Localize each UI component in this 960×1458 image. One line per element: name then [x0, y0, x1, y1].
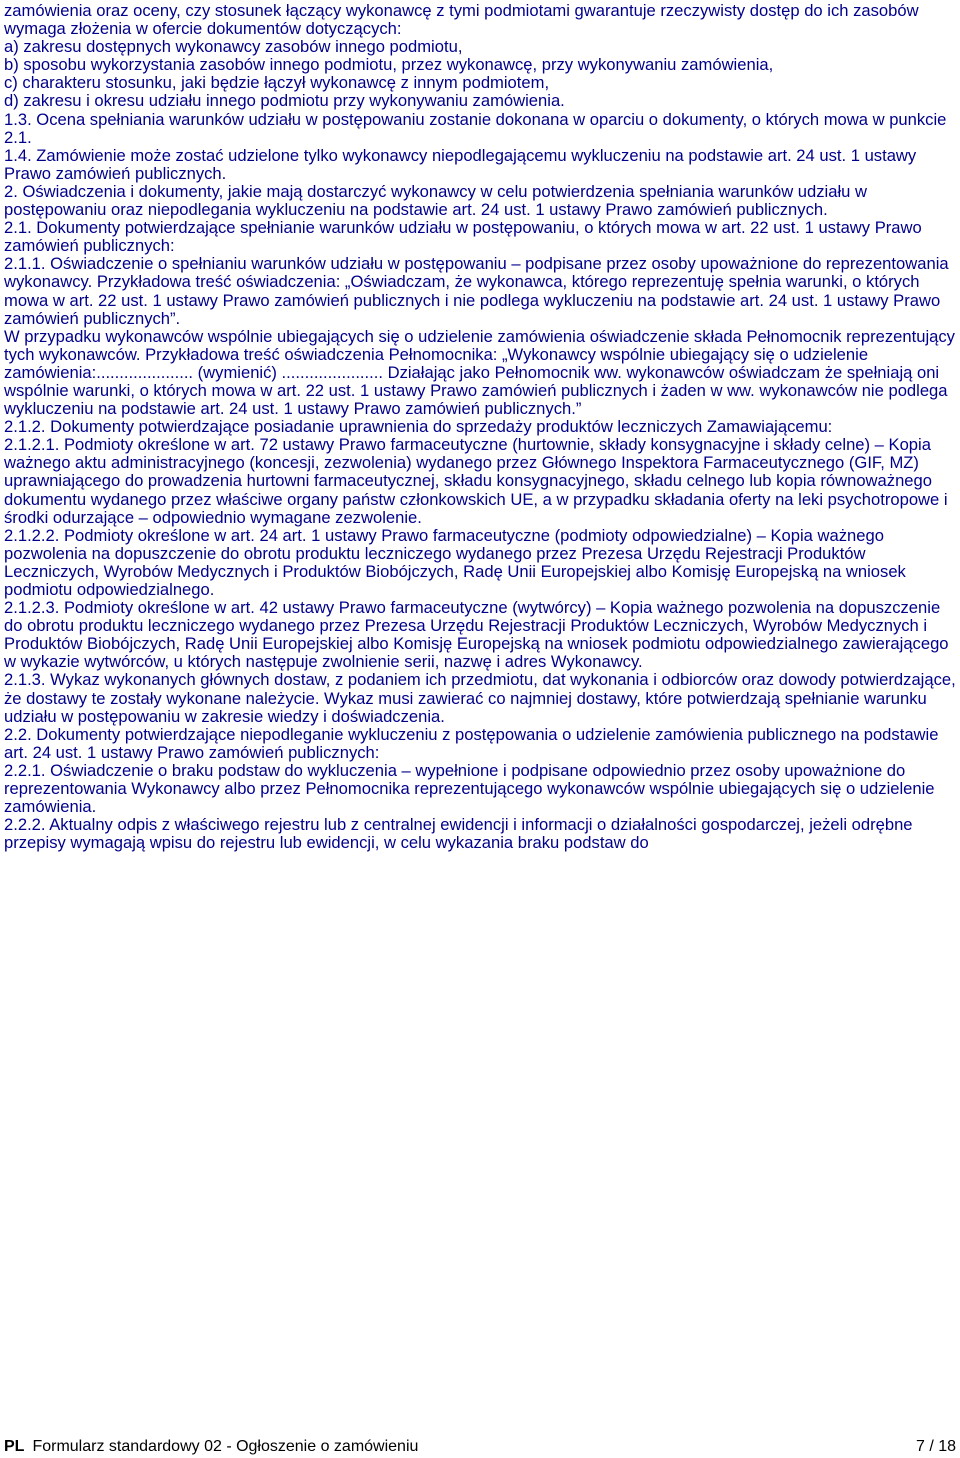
document-body	[4, 2, 957, 852]
section-2-1: 2.1. Dokumenty potwierdzające spełnianie warunków udziału w postępowaniu, o których mowa w art. 22 ust. 1 ustawy Prawo zamówień publicznych:	[4, 218, 922, 256]
list-item-b: b) sposobu wykorzystania zasobów innego podmiotu, przez wykonawcę, przy wykonywaniu zamówienia,	[4, 55, 774, 75]
section-2-1-1: 2.1.1. Oświadczenie o spełnianiu warunków udziału w postępowaniu – podpisane przez osoby upoważnione do reprezentowania wykonawcy. Przykładowa treść oświadczenia: „Oświadczam, że wykonawca, którego reprezentuję spełnia warunki, o których mowa w art. 22 ust. 1 ustawy Prawo zamówień publicznych i nie podlega wykluczeniu na podstawie art. 24 ust. 1 ustawy Prawo zamówień publicznych”.	[4, 254, 949, 328]
list-item-c: c) charakteru stosunku, jaki będzie łączył wykonawcę z innym podmiotem,	[4, 73, 550, 93]
paragraph-intro: zamówienia oraz oceny, czy stosunek łączący wykonawcę z tymi podmiotami gwarantuje rzeczywisty dostęp do ich zasobów wymaga złożenia w ofercie dokumentów dotyczących:	[4, 1, 919, 39]
section-2-1-2-2: 2.1.2.2. Podmioty określone w art. 24 art. 1 ustawy Prawo farmaceutyczne (podmioty odpowiedzialne) – Kopia ważnego pozwolenia na dopuszczenie do obrotu produktu leczniczego wydanego przez Prezesa Urzędu Rejestracji Produktów Leczniczych, Wyrobów Medycznych i Produktów Biobójczych, Radę Unii Europejskiej albo Komisję Europejską na wniosek podmiotu odpowiedzialnego.	[4, 525, 906, 599]
list-item-d: d) zakresu i okresu udziału innego podmiotu przy wykonywaniu zamówienia.	[4, 91, 565, 111]
section-2-1-2: 2.1.2. Dokumenty potwierdzające posiadanie uprawnienia do sprzedaży produktów leczniczych Zamawiającemu:	[4, 417, 833, 437]
section-2: 2. Oświadczenia i dokumenty, jakie mają dostarczyć wykonawcy w celu potwierdzenia spełniania warunków udziału w postępowaniu oraz niepodlegania wykluczeniu na podstawie art. 24 ust. 1 ustawy Prawo zamówień publicznych.	[4, 181, 867, 220]
section-2-2: 2.2. Dokumenty potwierdzające niepodleganie wykluczeniu z postępowania o udzielenie zamówienia publicznego na podstawie art. 24 ust. 1 ustawy Prawo zamówień publicznych:	[4, 724, 939, 762]
section-2-2-2: 2.2.2. Aktualny odpis z właściwego rejestru lub z centralnej ewidencji i informacji o działalności gospodarczej, jeżeli odrębne przepisy wymagają wpisu do rejestru lub ewidencji, w celu wykazania braku podstaw do	[4, 815, 913, 853]
page-footer	[4, 1438, 956, 1456]
page-number: 7 / 18	[915, 1438, 956, 1455]
section-1-4: 1.4. Zamówienie może zostać udzielone tylko wykonawcy niepodlegającemu wykluczeniu na podstawie art. 24 ust. 1 ustawy Prawo zamówień publicznych.	[4, 145, 917, 183]
list-item-a: a) zakresu dostępnych wykonawcy zasobów innego podmiotu,	[4, 37, 463, 57]
section-2-1-2-3: 2.1.2.3. Podmioty określone w art. 42 ustawy Prawo farmaceutyczne (wytwórcy) – Kopia ważnego pozwolenia na dopuszczenie do obrotu produktu leczniczego wydanego przez Prezesa Urzędu Rejestracji Produktów Leczniczych, Wyrobów Medycznych i Produktów Biobójczych, Radę Unii Europejskiej albo Komisję Europejską na wniosek podmiotu odpowiedzialnego zawierającego w wykazie wytwórców, u których następuje zwolnienie serii, nazwę i adres Wykonawcy.	[4, 598, 949, 672]
section-1-3: 1.3. Ocena spełniania warunków udziału w postępowaniu zostanie dokonana w oparciu o dokumenty, o których mowa w punkcie 2.1.	[4, 109, 947, 147]
section-2-1-3: 2.1.3. Wykaz wykonanych głównych dostaw, z podaniem ich przedmiotu, dat wykonania i odbiorców oraz dowody potwierdzające, że dostawy te zostały wykonane należycie. Wykaz musi zawierać co najmniej dostawy, które potwierdzają spełnianie warunku udziału w postępowaniu w zakresie wiedzy i doświadczenia.	[4, 670, 956, 726]
section-2-1-2-1: 2.1.2.1. Podmioty określone w art. 72 ustawy Prawo farmaceutyczne (hurtownie, składy konsygnacyjne i składy celne) – Kopia ważnego aktu administracyjnego (koncesji, zezwolenia) wydanego przez Głównego Inspektora Farmaceutycznego (GIF, MZ) uprawniającego do prowadzenia hurtowni farmaceutycznej, składu konsygnacyjnego, składu celnego lub kopia równoważnego dokumentu wydanego przez właściwe organy państw członkowskich UE, a w przypadku składania oferty na leki psychotropowe i środki odurzające – odpowiednio wymagane zezwolenie.	[4, 435, 948, 527]
paragraph-joint-bidders: W przypadku wykonawców wspólnie ubiegających się o udzielenie zamówienia oświadczenie składa Pełnomocnik reprezentujący tych wykonawców. Przykładowa treść oświadczenia Pełnomocnika: „Wykonawcy wspólnie ubiegający się o udzielenie zamówienia:..................... (wymienić) ...................... Działając jako Pełnomocnik ww. wykonawców oświadczam że spełniają oni wspólnie warunki, o których mowa w art. 22 ust. 1 ustawy Prawo zamówień publicznych i żaden w ww. wykonawców nie podlega wykluczeniu na podstawie art. 24 ust. 1 ustawy Prawo zamówień publicznych.”	[4, 326, 955, 419]
form-title: Formularz standardowy 02 - Ogłoszenie o zamówieniu	[32, 1438, 419, 1455]
section-2-2-1: 2.2.1. Oświadczenie o braku podstaw do wykluczenia – wypełnione i podpisane odpowiednio przez osoby upoważnione do reprezentowania Wykonawcy albo przez Pełnomocnika reprezentującego wykonawców wspólnie ubiegających się o udzielenie zamówienia.	[4, 760, 935, 817]
language-code: PL	[4, 1438, 25, 1455]
